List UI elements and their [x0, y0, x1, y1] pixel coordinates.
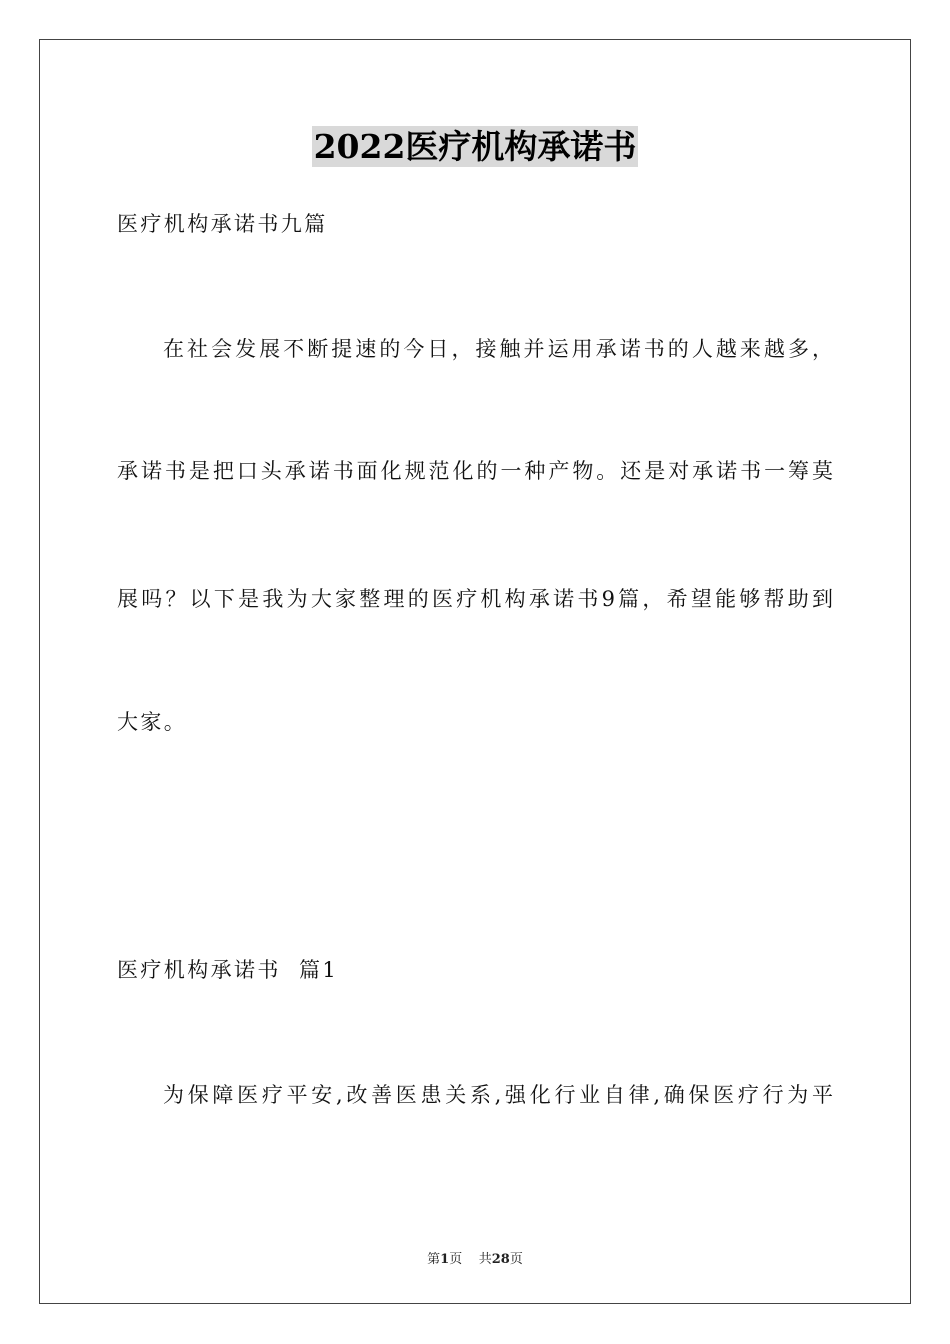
- intro-line-2: 承诺书是把口头承诺书面化规范化的一种产物。还是对承诺书一筹莫: [117, 459, 833, 483]
- intro-line-4: 大家。: [117, 710, 188, 734]
- section-heading: 医疗机构承诺书 篇1: [117, 958, 339, 982]
- footer-page-suffix: 页 共: [449, 1252, 492, 1267]
- section-line-1: 为保障医疗平安,改善医患关系,强化行业自律,确保医疗行为平: [163, 1083, 833, 1107]
- document-subtitle: 医疗机构承诺书九篇: [117, 212, 328, 236]
- document-title: [0, 126, 950, 167]
- page-footer: [0, 1248, 950, 1267]
- intro-line-3: 展吗？以下是我为大家整理的医疗机构承诺书9篇，希望能够帮助到: [117, 587, 833, 611]
- footer-page-prefix: 第: [427, 1252, 441, 1267]
- footer-total-suffix: 页: [509, 1252, 523, 1267]
- footer-total-pages: 28: [491, 1252, 510, 1267]
- intro-line-1: 在社会发展不断提速的今日，接触并运用承诺书的人越来越多，: [163, 337, 833, 361]
- document-title-text: 2022医疗机构承诺书: [313, 127, 637, 166]
- footer-page-number: 1: [440, 1252, 450, 1267]
